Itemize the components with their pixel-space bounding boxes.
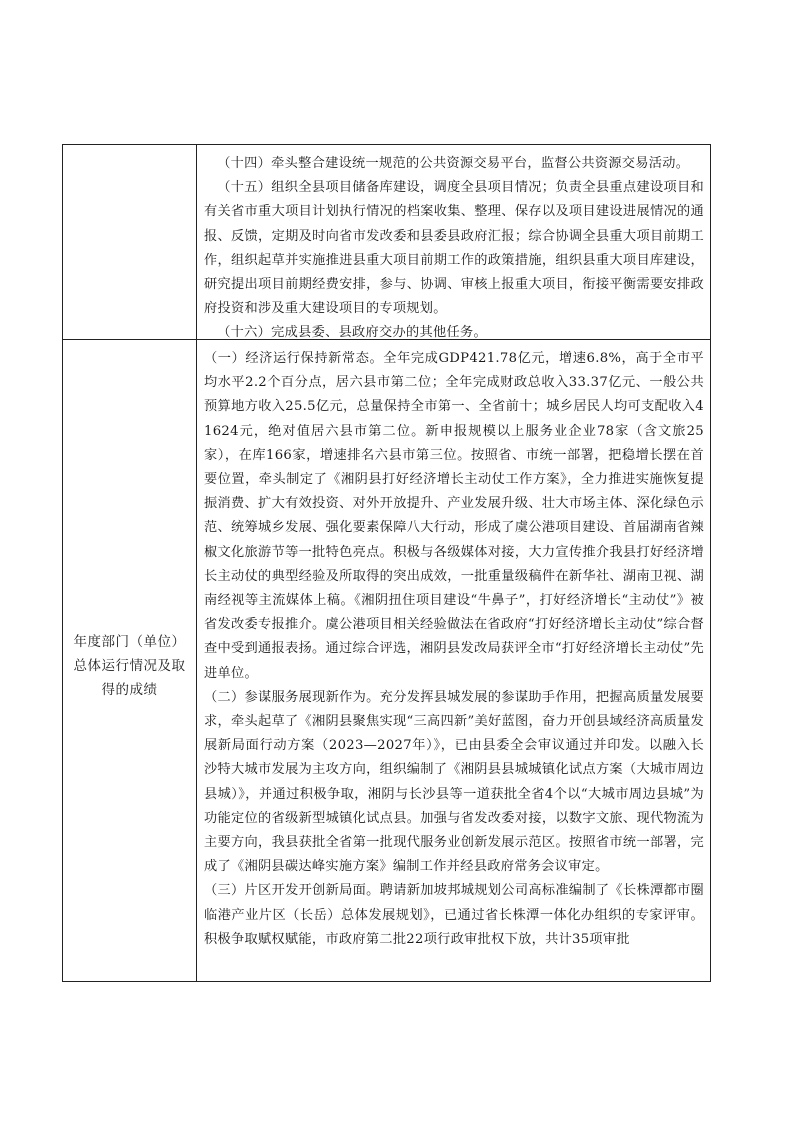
duty-paragraph-15: （十五）组织全县项目储备库建设，调度全县项目情况；负责全县重点建设项目和有关省市重大项目计划执行情况的档案收集、整理、保存以及项目建设进展情况的通报、反馈，定期及时向省市发改委和县委县政府汇报；综合协调全县重大项目前期工作，组织起草并实施推进县重大项目前期工作的政策措施，组织县重大项目库建设，研究提出项目前期经费安排，参与、协调、审核上报重大项目，衔接平衡需要安排政府投资和涉及重大建设项目的专项规划。 bbox=[204, 180, 704, 317]
row-label: 年度部门（单位）总体运行情况及取得的成绩 bbox=[73, 634, 186, 698]
duties-row bbox=[63, 145, 710, 340]
duty-paragraph-14: （十四）牵头整合建设统一规范的公共资源交易平台，监督公共资源交易活动。 bbox=[217, 156, 690, 171]
achievements-row bbox=[63, 340, 710, 981]
achievements-content-cell bbox=[197, 340, 710, 981]
achievement-paragraph-2: （二）参谋服务展现新作为。充分发挥县城发展的参谋助手作用，把握高质量发展要求，牵头起草了《湘阴县聚焦实现“三高四新”美好蓝图，奋力开创县域经济高质量发展新局面行动方案（2023—2027年）》，已由县委全会审议通过并印发。以融入长沙特大城市发展为主攻方向，组织编制了《湘阴县县城城镇化试点方案（大城市周边县城）》，并通过积极争取，湘阴与长沙县等一道获批全省4个以“大城市周边县城”为功能定位的省级新型城镇化试点县。加强与省发改委对接，以数字文旅、现代物流为主要方向，我县获批全省第一批现代服务业创新发展示范区。按照省市统一部署，完成了《湘阴县碳达峰实施方案》编制工作并经县政府常务会议审定。 bbox=[204, 689, 704, 875]
duties-label-cell bbox=[63, 145, 197, 339]
achievements-label-cell bbox=[63, 340, 197, 981]
achievement-paragraph-1: （一）经济运行保持新常态。全年完成GDP421.78亿元，增速6.8%，高于全市平均水平2.2个百分点，居六县市第二位；全年完成财政总收入33.37亿元、一般公共预算地方收入25.5亿元，总量保持全市第一、全省前十；城乡居民人均可支配收入41624元，绝对值居六县市第二位。新申报规模以上服务业企业78家（含文旅25家），在库166家，增速排名六县市第三位。按照省、市统一部署，把稳增长摆在首要位置，牵头制定了《湘阴县打好经济增长主动仗工作方案》，全力推进实施恢复提振消费、扩大有效投资、对外开放提升、产业发展升级、壮大市场主体、深化绿色示范、统筹城乡发展、强化要素保障八大行动，形成了虞公港项目建设、首届湖南省辣椒文化旅游节等一批特色亮点。积极与各级媒体对接，大力宣传推介我县打好经济增长主动仗的典型经验及所取得的突出成效，一批重量级稿件在新华社、湖南卫视、湖南经视等主流媒体上稿。《湘阴扭住项目建设“牛鼻子”，打好经济增长“主动仗”》被省发改委专报推介。虞公港项目相关经验做法在省政府“打好经济增长主动仗”综合督查中受到通报表扬。通过综合评选，湘阴县发改局获评全市“打好经济增长主动仗”先进单位。 bbox=[204, 351, 704, 681]
duties-content-cell bbox=[197, 145, 710, 339]
achievement-paragraph-3: （三）片区开发开创新局面。聘请新加坡邦城规划公司高标准编制了《长株潭都市圈临港产业片区（长岳）总体发展规划》，已通过省长株潭一体化办组织的专家评审。积极争取赋权赋能，市政府第二批22项行政审批权下放，共计35项审批 bbox=[204, 883, 704, 947]
duty-paragraph-16: （十六）完成县委、县政府交办的其他任务。 bbox=[217, 325, 487, 341]
table bbox=[62, 144, 711, 982]
